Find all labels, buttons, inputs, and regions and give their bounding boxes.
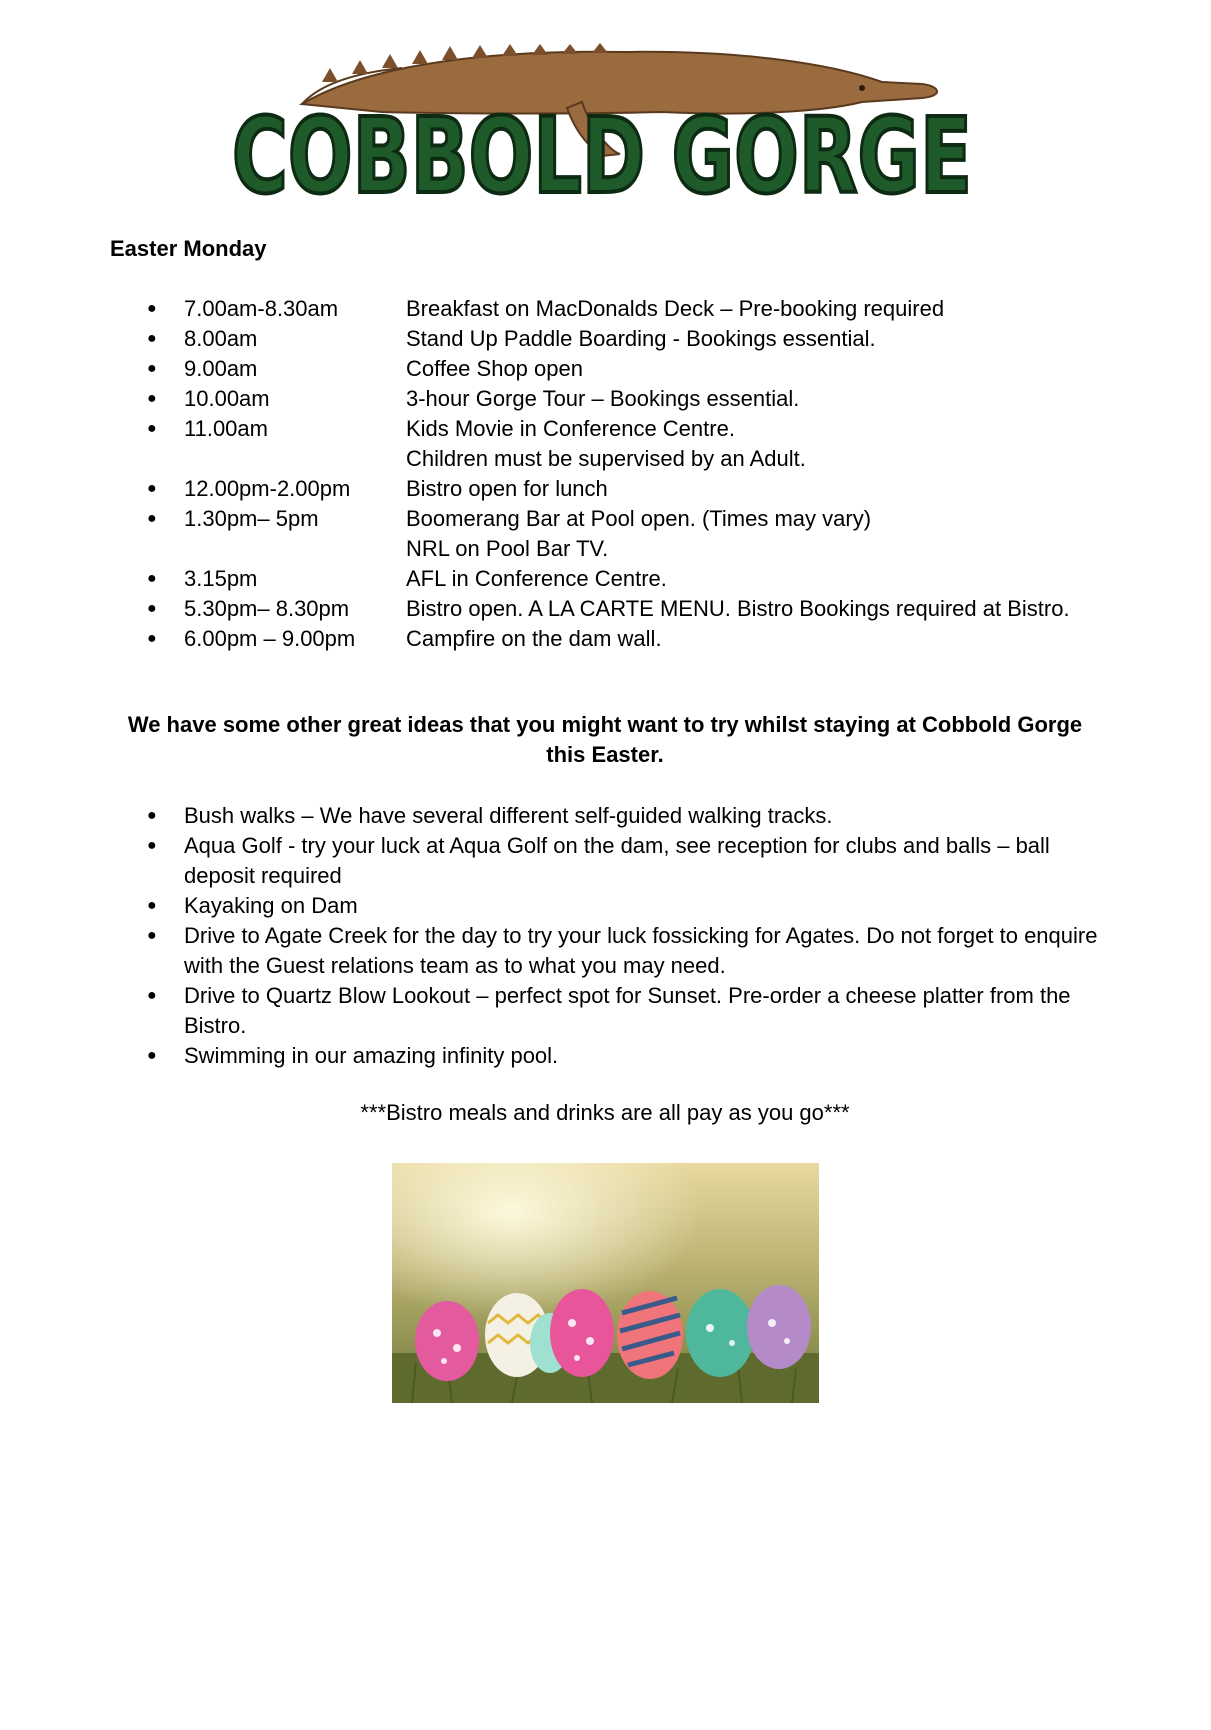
idea-item <box>110 891 1110 921</box>
idea-text: Drive to Agate Creek for the day to try your luck fossicking for Agates. Do not forget to enquire with the Guest relations team as to what you may need. <box>184 923 1098 978</box>
bullet-icon: ● <box>147 600 157 617</box>
idea-text: Drive to Quartz Blow Lookout – perfect spot for Sunset. Pre-order a cheese platter from the Bistro. <box>184 983 1071 1038</box>
idea-item <box>110 981 1110 1041</box>
bullet-icon: ● <box>147 510 157 527</box>
schedule-time: 9.00am <box>184 356 258 381</box>
bullet-icon: ● <box>147 807 157 824</box>
idea-item <box>110 801 1110 831</box>
schedule-desc: Stand Up Paddle Boarding - Bookings essential. <box>406 326 876 351</box>
bullet-icon: ● <box>147 570 157 587</box>
schedule-time: 8.00am <box>184 326 258 351</box>
idea-item <box>110 921 1110 981</box>
logo-graphic <box>222 42 982 217</box>
easter-eggs-icon <box>392 1163 819 1403</box>
schedule-desc: Boomerang Bar at Pool open. (Times may vary) <box>406 506 872 531</box>
bullet-icon: ● <box>147 837 157 854</box>
bullet-icon: ● <box>147 300 157 317</box>
footer-note: ***Bistro meals and drinks are all pay as you go*** <box>360 1100 850 1125</box>
schedule-desc: AFL in Conference Centre. <box>406 566 667 591</box>
schedule-time: 11.00am <box>184 416 268 441</box>
ideas-title <box>110 710 1100 770</box>
bullet-icon: ● <box>147 390 157 407</box>
schedule-time: 12.00pm-2.00pm <box>184 476 351 501</box>
schedule-time: 6.00pm – 9.00pm <box>184 626 356 651</box>
bullet-icon: ● <box>147 1047 157 1064</box>
bullet-icon: ● <box>147 897 157 914</box>
schedule-time: 7.00am-8.30am <box>184 296 339 321</box>
bullet-icon: ● <box>147 330 157 347</box>
idea-text: Kayaking on Dam <box>184 893 358 918</box>
schedule-desc: Children must be supervised by an Adult. <box>406 446 806 471</box>
schedule-heading: Easter Monday <box>110 236 267 261</box>
schedule-time: 1.30pm– 5pm <box>184 506 319 531</box>
cobbold-gorge-logo <box>222 42 982 217</box>
schedule-desc: Campfire on the dam wall. <box>406 626 662 651</box>
bullet-icon: ● <box>147 927 157 944</box>
bullet-icon: ● <box>147 480 157 497</box>
ideas-title-line: We have some other great ideas that you might want to try whilst staying at Cobbold Gorge <box>127 712 1083 737</box>
schedule-desc: Bistro open for lunch <box>406 476 608 501</box>
schedule-desc: NRL on Pool Bar TV. <box>406 536 609 561</box>
ideas-title-line: this Easter. <box>546 742 664 767</box>
logo-text: COBBOLD GORGE <box>232 95 972 217</box>
bullet-icon: ● <box>147 987 157 1004</box>
bullet-icon: ● <box>147 630 157 647</box>
schedule-desc: Breakfast on MacDonalds Deck – Pre-booking required <box>406 296 945 321</box>
schedule-time: 5.30pm– 8.30pm <box>184 596 350 621</box>
easter-eggs-photo <box>392 1163 819 1403</box>
bullet-icon: ● <box>147 420 157 437</box>
idea-text: Swimming in our amazing infinity pool. <box>184 1043 559 1068</box>
schedule-desc: Coffee Shop open <box>406 356 583 381</box>
idea-text: Bush walks – We have several different self-guided walking tracks. <box>184 803 833 828</box>
bullet-icon: ● <box>147 360 157 377</box>
schedule-desc: 3-hour Gorge Tour – Bookings essential. <box>406 386 800 411</box>
idea-item <box>110 1041 1110 1071</box>
schedule-desc: Bistro open. A LA CARTE MENU. Bistro Bookings required at Bistro. <box>406 596 1070 621</box>
schedule-desc: Kids Movie in Conference Centre. <box>406 416 735 441</box>
idea-text: Aqua Golf - try your luck at Aqua Golf on the dam, see reception for clubs and balls – ball deposit required <box>184 833 1050 888</box>
schedule-time: 3.15pm <box>184 566 258 591</box>
schedule-time: 10.00am <box>184 386 270 411</box>
idea-item <box>110 831 1110 891</box>
ideas-list <box>110 801 1110 1071</box>
